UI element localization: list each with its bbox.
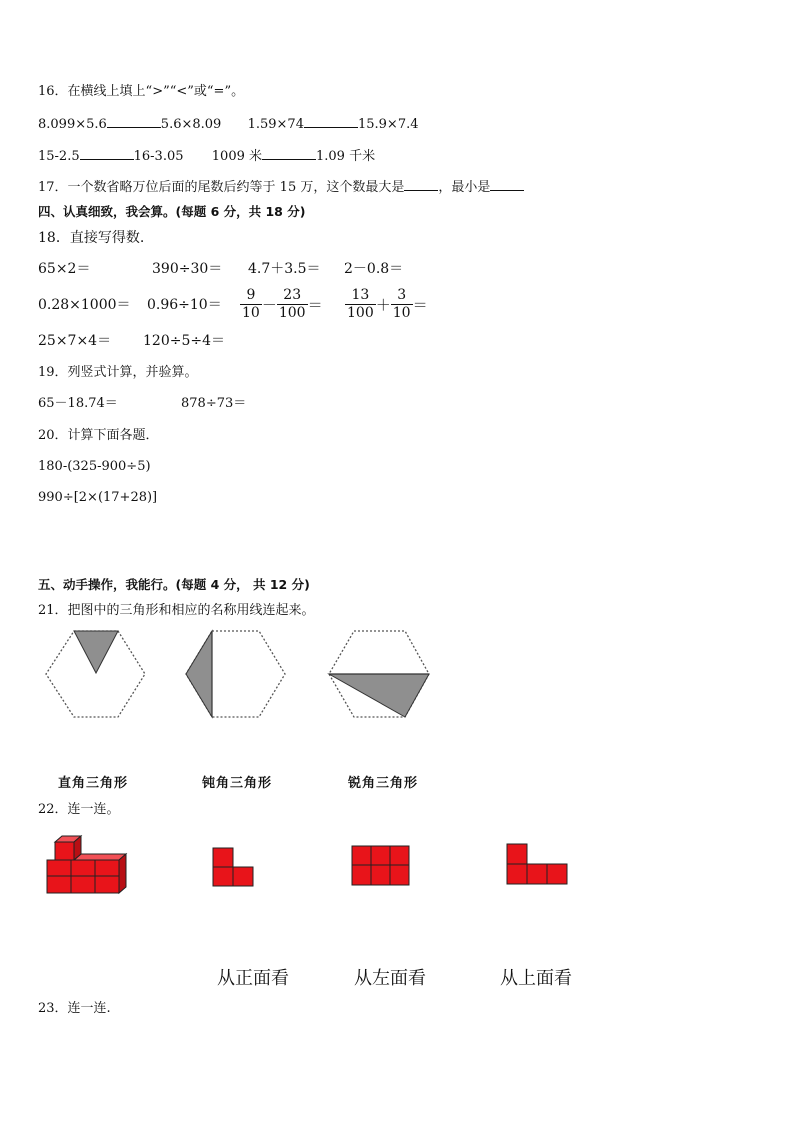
view-l-shape[interactable] bbox=[213, 848, 253, 886]
answer-blank[interactable] bbox=[80, 147, 134, 160]
q23-title: 23．连一连. bbox=[38, 1001, 111, 1016]
q16-r2b-right: 1.09 千米 bbox=[316, 149, 376, 164]
q16-r2a-left: 15-2.5 bbox=[38, 149, 80, 164]
q18-fraction-expr-2: $\frac{13}{100}$ ＋ $\frac{3}{10}$ ＝ bbox=[347, 287, 428, 321]
q19-title: 19．列竖式计算，并验算。 bbox=[38, 365, 198, 380]
q18-r2-c2: 0.96÷10＝ bbox=[147, 297, 222, 313]
q22-title: 22．连一连。 bbox=[38, 802, 120, 817]
q18-r3-c2: 120÷5÷4＝ bbox=[143, 333, 225, 349]
q18-r1-c4: 2－0.8＝ bbox=[344, 261, 404, 277]
q16-row1 bbox=[38, 115, 419, 133]
label-top-view[interactable]: 从上面看 bbox=[500, 968, 572, 989]
label-front-view[interactable]: 从正面看 bbox=[217, 968, 289, 989]
q18-r1-c3: 4.7＋3.5＝ bbox=[248, 261, 321, 277]
q18-r1-c1: 65×2＝ bbox=[38, 261, 91, 277]
q18-r1-c2: 390÷30＝ bbox=[152, 261, 223, 277]
answer-blank-max[interactable] bbox=[404, 178, 438, 191]
answer-blank-min[interactable] bbox=[490, 178, 524, 191]
fraction: $\frac{23}{100}$ bbox=[278, 287, 306, 321]
q20-title: 20．计算下面各题． bbox=[38, 428, 159, 443]
view-step-shape[interactable] bbox=[507, 844, 567, 884]
q17-line bbox=[38, 178, 524, 196]
q18-r3-c1: 25×7×4＝ bbox=[38, 333, 112, 349]
q19-item-1: 65－18.74＝ bbox=[38, 396, 118, 411]
q19-item-2: 878÷73＝ bbox=[181, 396, 247, 411]
fraction: $\frac{13}{100}$ bbox=[347, 287, 374, 321]
section5-title: 五、动手操作，我能行。(每题 4 分， 共 12 分) bbox=[38, 577, 310, 592]
q20-item-2: 990÷[2×(17+28)] bbox=[38, 490, 158, 505]
answer-blank[interactable] bbox=[107, 115, 161, 128]
view-rectangle[interactable] bbox=[352, 846, 409, 885]
q16-r1a-right: 5.6×8.09 bbox=[160, 117, 222, 132]
q22-cube-figures bbox=[0, 832, 794, 902]
answer-blank[interactable] bbox=[262, 147, 316, 160]
fraction: $\frac{3}{10}$ bbox=[392, 287, 411, 321]
q16-r1a-left: 8.099×5.6 bbox=[38, 117, 107, 132]
label-acute-triangle[interactable]: 锐角三角形 bbox=[348, 776, 419, 791]
q17-mid: ，最小是 bbox=[438, 180, 491, 195]
section4-title: 四、认真细致，我会算。(每题 6 分，共 18 分) bbox=[38, 204, 306, 219]
q16-r1b-right: 15.9×7.4 bbox=[357, 117, 419, 132]
q16-r2b-left: 1009 米 bbox=[211, 149, 262, 164]
q16-r2a-right: 16-3.05 bbox=[133, 149, 184, 164]
hexagon-figure-1[interactable] bbox=[46, 631, 145, 717]
q16-title: 16．在横线上填上“>”“<”或“=”。 bbox=[38, 84, 245, 99]
q18-title: 18．直接写得数. bbox=[38, 230, 145, 246]
q21-title: 21．把图中的三角形和相应的名称用线连起来。 bbox=[38, 603, 315, 618]
q16-row2 bbox=[38, 147, 375, 165]
q16-r1b-left: 1.59×74 bbox=[247, 117, 304, 132]
fraction: $\frac{9}{10}$ bbox=[242, 287, 260, 321]
answer-blank[interactable] bbox=[304, 115, 358, 128]
q20-item-1: 180-(325-900÷5) bbox=[38, 459, 151, 474]
q17-text: 17．一个数省略万位后面的尾数后约等于 15 万，这个数最大是 bbox=[38, 180, 405, 195]
q21-hexagon-figures bbox=[0, 625, 794, 755]
label-left-view[interactable]: 从左面看 bbox=[354, 968, 426, 989]
hexagon-figure-3[interactable] bbox=[329, 631, 429, 717]
q18-r2-c1: 0.28×1000＝ bbox=[38, 297, 131, 313]
label-obtuse-triangle[interactable]: 钝角三角形 bbox=[202, 776, 273, 791]
q18-fraction-expr-1: $\frac{9}{10}$ － $\frac{23}{100}$ ＝ bbox=[242, 287, 323, 321]
label-right-triangle[interactable]: 直角三角形 bbox=[58, 776, 129, 791]
cube-structure-3d[interactable] bbox=[47, 836, 126, 893]
hexagon-figure-2[interactable] bbox=[186, 631, 285, 717]
